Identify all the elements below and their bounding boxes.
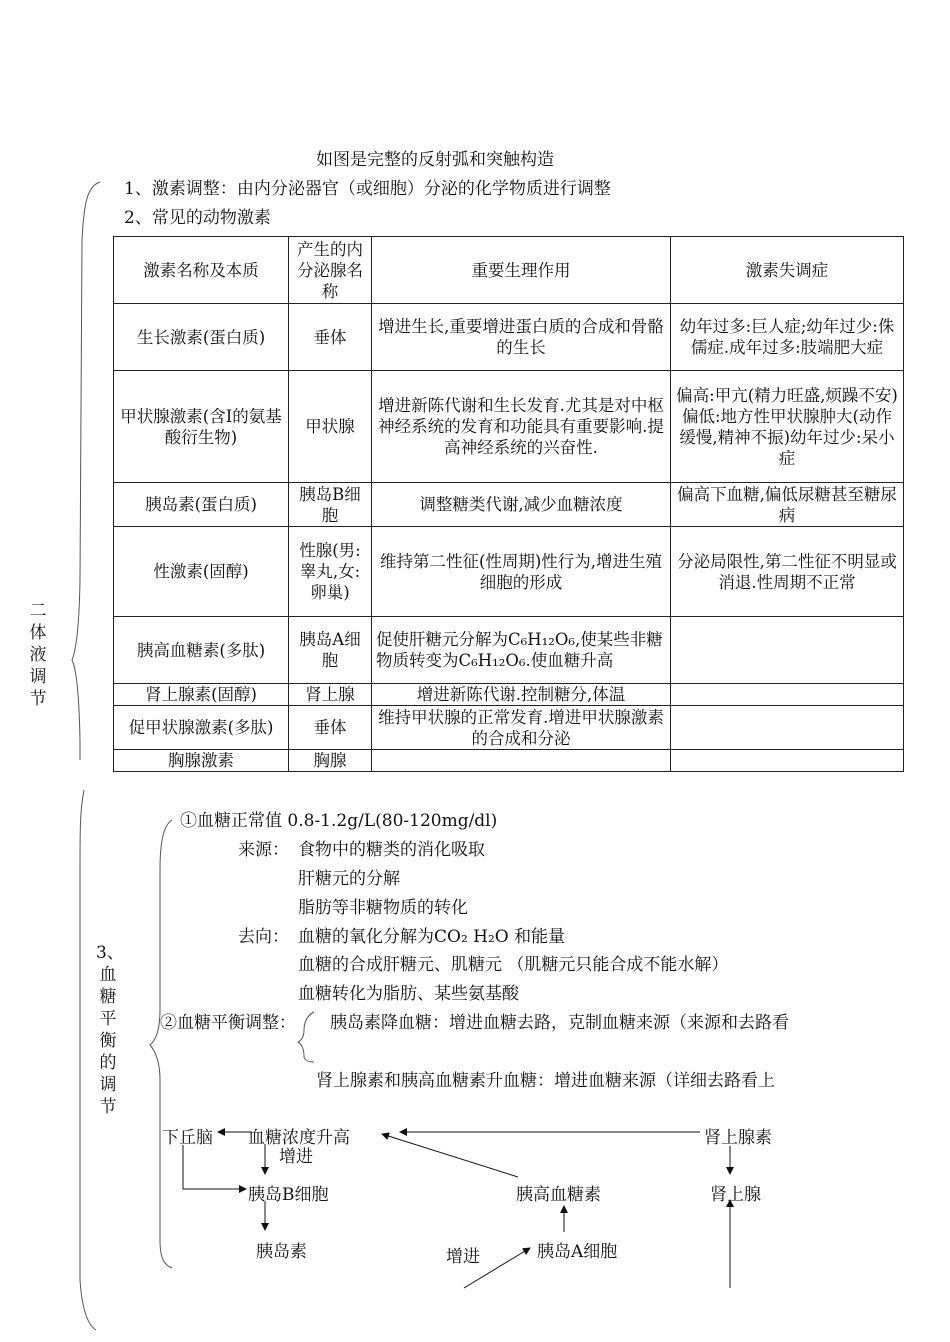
table-cell: 偏高下血糖,偏低尿糖甚至糖尿病 [671, 483, 904, 527]
node-insulin: 胰岛素 [256, 1242, 307, 1262]
table-cell: 偏高:甲亢(精力旺盛,烦躁不安)偏低:地方性甲状腺肿大(动作缓慢,精神不振)幼年过少:呆小症 [671, 371, 904, 483]
table-cell: 胰高血糖素(多肽) [114, 617, 289, 684]
header-cell: 产生的内分泌腺名称 [289, 237, 372, 304]
table-cell: 肾上腺素(固醇) [114, 684, 289, 706]
table-cell: 调整糖类代谢,减少血糖浓度 [372, 483, 671, 527]
table-cell: 垂体 [289, 706, 372, 750]
table-cell: 性腺(男:睾丸,女:卵巢) [289, 527, 372, 617]
hormone-regulation-definition: 1、激素调整：由内分泌器官（或细胞）分泌的化学物质进行调整 [124, 179, 611, 199]
table-cell: 胰岛A细胞 [289, 617, 372, 684]
table-cell: 促甲状腺激素(多肽) [114, 706, 289, 750]
regulation-label: ②血糖平衡调整： [160, 1013, 296, 1033]
table-cell: 甲状腺 [289, 371, 372, 483]
table-cell: 胰岛B细胞 [289, 483, 372, 527]
table-cell: 性激素(固醇) [114, 527, 289, 617]
table-cell: 垂体 [289, 304, 372, 371]
node-glucagon: 胰高血糖素 [516, 1185, 601, 1205]
blood-sugar-regulation-label: 3、血糖平衡的调节 [96, 943, 124, 1117]
node-alpha-cell: 胰岛A细胞 [537, 1242, 618, 1262]
source-item: 食物中的糖类的消化吸取 [298, 840, 485, 860]
node-hypothalamus: 下丘脑 [162, 1128, 213, 1148]
node-glucose-high: 血糖浓度升高 [248, 1128, 350, 1148]
table-cell: 胰岛素(蛋白质) [114, 483, 289, 527]
node-beta-cell: 胰岛B细胞 [248, 1185, 329, 1205]
destination-item: 血糖的合成肝糖元、肌糖元 （肌糖元只能合成不能水解） [298, 955, 729, 975]
table-cell: 增进新陈代谢和生长发育.尤其是对中枢神经系统的发育和功能具有重要影响.提高神经系统的兴奋性. [372, 371, 671, 483]
destination-item: 血糖的氧化分解为CO₂ H₂O 和能量 [298, 927, 566, 947]
node-adrenal-gland: 肾上腺 [710, 1185, 761, 1205]
table-cell: 增进新陈代谢.控制糖分,体温 [372, 684, 671, 706]
source-item: 肝糖元的分解 [298, 869, 400, 889]
source-label: 来源： [238, 840, 289, 860]
table-cell: 促使肝糖元分解为C₆H₁₂O₆,使某些非糖物质转变为C₆H₁₂O₆.使血糖升高 [372, 617, 671, 684]
body-fluid-regulation-label: 二体液调节 [29, 601, 47, 709]
destination-label: 去向： [238, 927, 289, 947]
page-heading: 如图是完整的反射弧和突触构造 [316, 150, 554, 170]
label-promote: 增进 [446, 1247, 480, 1267]
header-cell: 激素失调症 [671, 237, 904, 304]
normal-blood-sugar: ①血糖正常值 0.8-1.2g/L(80-120mg/dl) [180, 811, 498, 831]
node-adrenaline: 肾上腺素 [704, 1128, 772, 1148]
label-promote: 增进 [279, 1147, 313, 1167]
table-cell: 幼年过多:巨人症;幼年过少:侏儒症.成年过多:肢端肥大症 [671, 304, 904, 371]
common-hormones-heading: 2、常见的动物激素 [124, 208, 271, 228]
table-cell: 维持甲状腺的正常发育.增进甲状腺激素的合成和分泌 [372, 706, 671, 750]
table-cell: 甲状腺激素(含I的氨基酸衍生物) [114, 371, 289, 483]
table-cell: 肾上腺 [289, 684, 372, 706]
table-cell: 胸腺激素 [114, 750, 289, 772]
table-cell: 胸腺 [289, 750, 372, 772]
table-cell: 增进生长,重要增进蛋白质的合成和骨骼的生长 [372, 304, 671, 371]
table-cell: 生长激素(蛋白质) [114, 304, 289, 371]
header-cell: 重要生理作用 [372, 237, 671, 304]
table-cell: 分泌局限性,第二性征不明显或消退.性周期不正常 [671, 527, 904, 617]
source-item: 脂肪等非糖物质的转化 [298, 898, 468, 918]
table-cell: 维持第二性征(性周期)性行为,增进生殖细胞的形成 [372, 527, 671, 617]
insulin-regulation: 胰岛素降血糖：增进血糖去路，克制血糖来源（来源和去路看 [330, 1013, 789, 1033]
destination-item: 血糖转化为脂肪、某些氨基酸 [298, 984, 519, 1004]
header-cell: 激素名称及本质 [114, 237, 289, 304]
adrenaline-glucagon-regulation: 肾上腺素和胰高血糖素升血糖：增进血糖来源（详细去路看上 [316, 1071, 775, 1091]
